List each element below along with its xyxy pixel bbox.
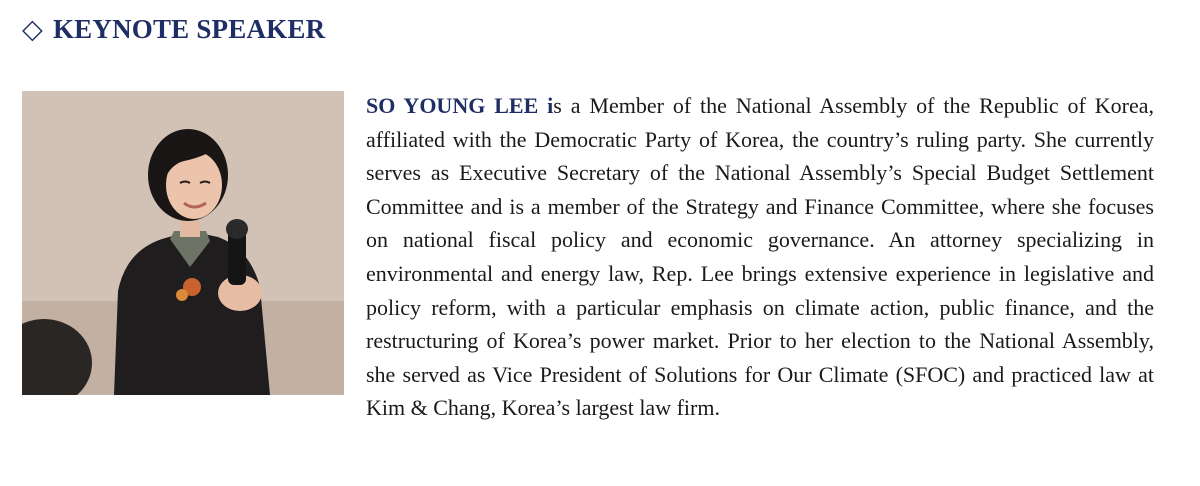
section-heading: [22, 12, 325, 46]
diamond-icon: ◇: [22, 14, 43, 44]
speaker-photo-illustration: [22, 91, 344, 395]
speaker-photo: [22, 91, 344, 395]
speaker-bio-text: s a Member of the National Assembly of the Republic of Korea, affiliated with the Democratic Party of Korea, the country’s ruling party. She currently serves as Executive Secretary of the National Assembly’s Special Budget Settlement Committee and is a member of the Strategy and Finance Committee, where she focuses on national fiscal policy and economic governance. An attorney specializing in environmental and energy law, Rep. Lee brings extensive experience in legislative and policy reform, with a particular emphasis on climate action, public finance, and the restructuring of Korea’s power market. Prior to her election to the National Assembly, she served as Vice President of Solutions for Our Climate (SFOC) and practiced law at Kim & Chang, Korea’s largest law firm.: [366, 93, 1154, 421]
section-heading-text: KEYNOTE SPEAKER: [52, 14, 326, 44]
speaker-name: SO YOUNG LEE i: [366, 93, 554, 118]
speaker-bio-block: [22, 89, 1154, 425]
